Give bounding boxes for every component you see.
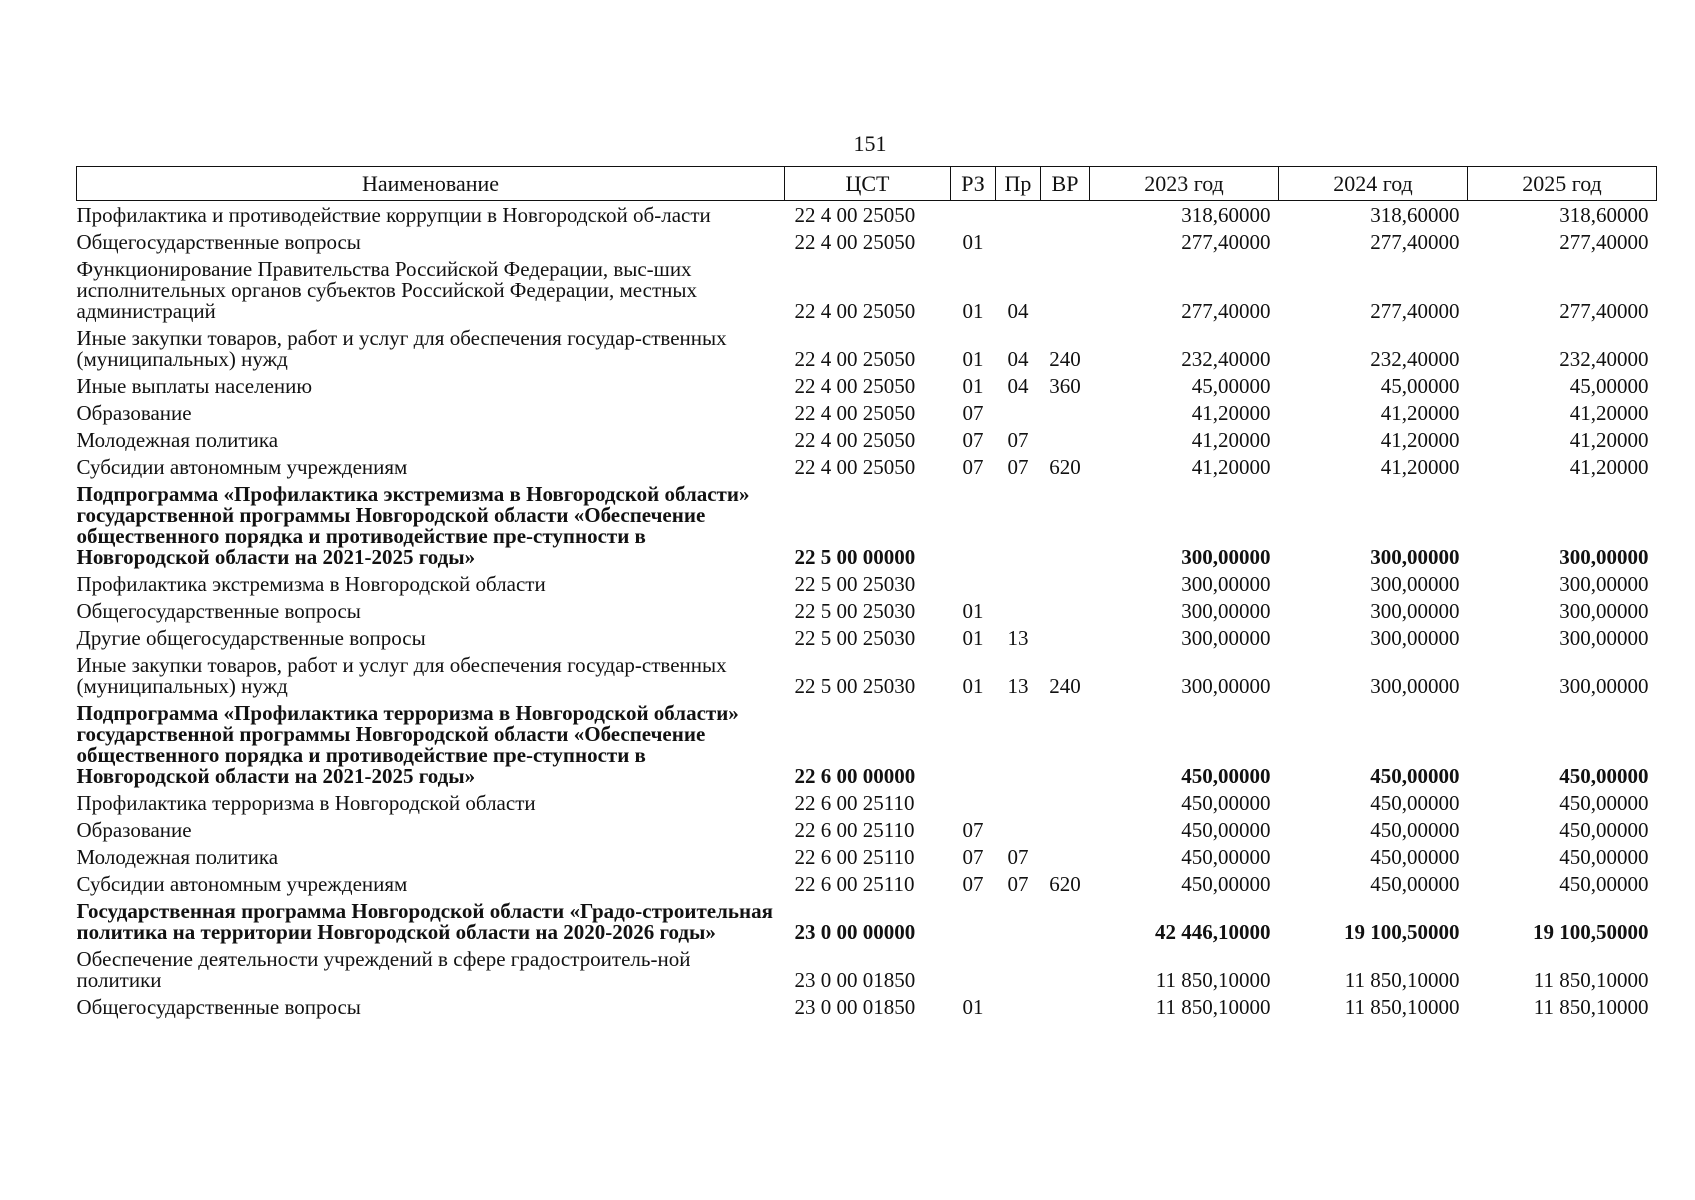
- row-cst: 22 5 00 25030: [794, 599, 916, 623]
- row-name: Профилактика экстремизма в Новгородской области: [76, 572, 546, 596]
- header-vr: ВР: [1041, 167, 1090, 201]
- row-vr: [1041, 426, 1090, 453]
- row-name: Подпрограмма «Профилактика терроризма в Новгородской области» государственной программы Новгородской области «Обеспечение общественного порядка и противодействие пре-ступности в Новгородской области на 2021-2025 годы»: [76, 701, 739, 788]
- row-name: Иные выплаты населению: [76, 374, 313, 398]
- row-name: Образование: [76, 401, 192, 425]
- row-name: Обеспечение деятельности учреждений в сфере градостроитель-ной политики: [76, 947, 691, 992]
- row-name: Молодежная политика: [76, 845, 279, 869]
- row-cst: 22 5 00 00000: [794, 545, 916, 569]
- table-row: [77, 324, 1657, 372]
- row-2025: 318,60000: [1559, 203, 1649, 227]
- row-2023: 11 850,10000: [1155, 968, 1271, 992]
- table-row: [77, 624, 1657, 651]
- row-name: Другие общегосударственные вопросы: [76, 626, 426, 650]
- row-2024: 300,00000: [1370, 572, 1460, 596]
- row-rz: [951, 480, 996, 570]
- row-2024: 300,00000: [1370, 626, 1460, 650]
- table-row: [77, 426, 1657, 453]
- row-2025: 300,00000: [1559, 572, 1649, 596]
- row-rz: 01: [962, 674, 984, 698]
- row-pr: [996, 228, 1041, 255]
- row-pr: 04: [1007, 374, 1029, 398]
- row-vr: [1041, 228, 1090, 255]
- table-row: [77, 699, 1657, 789]
- table-row: [77, 597, 1657, 624]
- row-2023: 42 446,10000: [1155, 920, 1271, 944]
- row-2025: 11 850,10000: [1533, 995, 1649, 1019]
- row-name: Образование: [76, 818, 192, 842]
- row-2024: 41,20000: [1380, 455, 1460, 479]
- row-name: Субсидии автономным учреждениям: [76, 455, 408, 479]
- table-row: [77, 399, 1657, 426]
- row-vr: [1041, 624, 1090, 651]
- row-vr: [1041, 816, 1090, 843]
- row-rz: 07: [962, 845, 984, 869]
- row-name: Иные закупки товаров, работ и услуг для обеспечения государ-ственных (муниципальных) нужд: [76, 653, 727, 698]
- row-rz: [951, 789, 996, 816]
- row-cst: 22 4 00 25050: [794, 428, 916, 452]
- row-rz: [951, 945, 996, 993]
- row-2024: 450,00000: [1370, 791, 1460, 815]
- row-2025: 300,00000: [1559, 545, 1649, 569]
- row-pr: 07: [1007, 845, 1029, 869]
- row-2023: 450,00000: [1181, 845, 1271, 869]
- table-row: [77, 993, 1657, 1020]
- row-2024: 19 100,50000: [1344, 920, 1460, 944]
- row-2023: 450,00000: [1181, 872, 1271, 896]
- row-pr: 07: [1007, 455, 1029, 479]
- row-pr: [996, 993, 1041, 1020]
- header-pr: Пр: [996, 167, 1041, 201]
- row-vr: 240: [1049, 347, 1081, 371]
- row-pr: 13: [1007, 626, 1029, 650]
- row-pr: [996, 597, 1041, 624]
- row-vr: [1041, 945, 1090, 993]
- row-2024: 450,00000: [1370, 764, 1460, 788]
- row-pr: [996, 570, 1041, 597]
- row-2023: 232,40000: [1181, 347, 1271, 371]
- row-2025: 450,00000: [1559, 872, 1649, 896]
- row-vr: [1041, 570, 1090, 597]
- page-number: 151: [853, 131, 887, 156]
- row-rz: 01: [962, 347, 984, 371]
- row-rz: 07: [962, 401, 984, 425]
- row-2025: 300,00000: [1559, 674, 1649, 698]
- row-cst: 22 6 00 00000: [794, 764, 916, 788]
- row-rz: [951, 897, 996, 945]
- row-2025: 41,20000: [1569, 401, 1649, 425]
- row-vr: [1041, 993, 1090, 1020]
- row-2024: 41,20000: [1380, 428, 1460, 452]
- row-rz: 07: [962, 872, 984, 896]
- row-2023: 41,20000: [1191, 455, 1271, 479]
- row-cst: 22 4 00 25050: [794, 203, 916, 227]
- row-rz: [951, 201, 996, 229]
- row-cst: 23 0 00 00000: [794, 920, 916, 944]
- row-2023: 277,40000: [1181, 230, 1271, 254]
- row-pr: [996, 945, 1041, 993]
- row-2024: 45,00000: [1380, 374, 1460, 398]
- row-cst: 22 6 00 25110: [794, 872, 915, 896]
- row-2025: 11 850,10000: [1533, 968, 1649, 992]
- row-2023: 300,00000: [1181, 545, 1271, 569]
- row-cst: 22 5 00 25030: [794, 674, 916, 698]
- header-row: [77, 167, 1657, 201]
- row-cst: 22 6 00 25110: [794, 791, 915, 815]
- table-row: [77, 789, 1657, 816]
- table-body: [77, 201, 1657, 1021]
- table-row: [77, 897, 1657, 945]
- row-2024: 450,00000: [1370, 872, 1460, 896]
- row-2025: 41,20000: [1569, 428, 1649, 452]
- row-2023: 300,00000: [1181, 572, 1271, 596]
- row-2025: 45,00000: [1569, 374, 1649, 398]
- table-row: [77, 372, 1657, 399]
- header-cst: ЦСТ: [785, 167, 951, 201]
- row-pr: [996, 816, 1041, 843]
- row-pr: [996, 789, 1041, 816]
- table-row: [77, 870, 1657, 897]
- row-pr: 04: [1007, 347, 1029, 371]
- table-row: [77, 651, 1657, 699]
- row-2023: 300,00000: [1181, 599, 1271, 623]
- row-cst: 23 0 00 01850: [794, 968, 916, 992]
- table-row: [77, 480, 1657, 570]
- row-2023: 45,00000: [1191, 374, 1271, 398]
- row-pr: 07: [1007, 428, 1029, 452]
- row-2024: 300,00000: [1370, 599, 1460, 623]
- row-pr: [996, 201, 1041, 229]
- row-pr: 04: [1007, 299, 1029, 323]
- row-2025: 277,40000: [1559, 230, 1649, 254]
- row-2024: 11 850,10000: [1344, 995, 1460, 1019]
- row-cst: 22 4 00 25050: [794, 299, 916, 323]
- table-row: [77, 228, 1657, 255]
- row-rz: 01: [962, 995, 984, 1019]
- row-rz: 01: [962, 374, 984, 398]
- row-2025: 450,00000: [1559, 818, 1649, 842]
- row-rz: [951, 699, 996, 789]
- table-row: [77, 453, 1657, 480]
- row-2024: 450,00000: [1370, 845, 1460, 869]
- row-2024: 232,40000: [1370, 347, 1460, 371]
- row-2025: 300,00000: [1559, 599, 1649, 623]
- row-name: Профилактика и противодействие коррупции в Новгородской об-ласти: [76, 203, 711, 227]
- row-vr: [1041, 699, 1090, 789]
- row-vr: [1041, 897, 1090, 945]
- table-header: [77, 167, 1657, 201]
- row-2023: 41,20000: [1191, 401, 1271, 425]
- row-2025: 232,40000: [1559, 347, 1649, 371]
- row-pr: [996, 399, 1041, 426]
- row-2024: 300,00000: [1370, 545, 1460, 569]
- row-vr: [1041, 480, 1090, 570]
- row-name: Общегосударственные вопросы: [76, 599, 361, 623]
- row-2025: 450,00000: [1559, 791, 1649, 815]
- row-cst: 22 4 00 25050: [794, 347, 916, 371]
- row-2024: 450,00000: [1370, 818, 1460, 842]
- row-rz: 07: [962, 818, 984, 842]
- row-vr: 240: [1049, 674, 1081, 698]
- row-pr: [996, 480, 1041, 570]
- row-pr: [996, 699, 1041, 789]
- row-cst: 22 5 00 25030: [794, 626, 916, 650]
- row-vr: [1041, 255, 1090, 324]
- row-rz: 01: [962, 626, 984, 650]
- table-row: [77, 201, 1657, 229]
- row-2023: 318,60000: [1181, 203, 1271, 227]
- row-vr: [1041, 399, 1090, 426]
- table-row: [77, 816, 1657, 843]
- row-vr: 620: [1049, 455, 1081, 479]
- row-name: Общегосударственные вопросы: [76, 995, 361, 1019]
- row-rz: [951, 570, 996, 597]
- row-2024: 41,20000: [1380, 401, 1460, 425]
- table-row: [77, 255, 1657, 324]
- row-2025: 450,00000: [1559, 845, 1649, 869]
- row-2025: 41,20000: [1569, 455, 1649, 479]
- row-2024: 277,40000: [1370, 230, 1460, 254]
- row-pr: 13: [1007, 674, 1029, 698]
- row-2023: 41,20000: [1191, 428, 1271, 452]
- row-name: Общегосударственные вопросы: [76, 230, 361, 254]
- row-cst: 22 6 00 25110: [794, 845, 915, 869]
- row-name: Молодежная политика: [76, 428, 279, 452]
- row-cst: 22 5 00 25030: [794, 572, 916, 596]
- row-vr: [1041, 597, 1090, 624]
- row-2024: 11 850,10000: [1344, 968, 1460, 992]
- row-cst: 22 6 00 25110: [794, 818, 915, 842]
- header-2024: 2024 год: [1279, 167, 1468, 201]
- table-row: [77, 570, 1657, 597]
- table-row: [77, 945, 1657, 993]
- row-2025: 450,00000: [1559, 764, 1649, 788]
- row-2023: 300,00000: [1181, 626, 1271, 650]
- row-vr: 360: [1049, 374, 1081, 398]
- row-pr: 07: [1007, 872, 1029, 896]
- row-2023: 11 850,10000: [1155, 995, 1271, 1019]
- row-rz: 01: [962, 599, 984, 623]
- row-rz: 01: [962, 230, 984, 254]
- budget-table: [76, 166, 1657, 1020]
- row-2024: 300,00000: [1370, 674, 1460, 698]
- row-2024: 277,40000: [1370, 299, 1460, 323]
- row-vr: 620: [1049, 872, 1081, 896]
- header-2025: 2025 год: [1468, 167, 1657, 201]
- row-2023: 450,00000: [1181, 764, 1271, 788]
- row-name: Профилактика терроризма в Новгородской области: [76, 791, 536, 815]
- row-2025: 19 100,50000: [1533, 920, 1649, 944]
- row-cst: 22 4 00 25050: [794, 374, 916, 398]
- row-vr: [1041, 789, 1090, 816]
- row-2023: 300,00000: [1181, 674, 1271, 698]
- row-2023: 277,40000: [1181, 299, 1271, 323]
- row-cst: 22 4 00 25050: [794, 401, 916, 425]
- row-name: Функционирование Правительства Российской Федерации, выс-ших исполнительных органов субъектов Российской Федерации, местных администраций: [76, 257, 697, 323]
- row-2024: 318,60000: [1370, 203, 1460, 227]
- row-2023: 450,00000: [1181, 791, 1271, 815]
- row-cst: 23 0 00 01850: [794, 995, 916, 1019]
- table-row: [77, 843, 1657, 870]
- row-2025: 277,40000: [1559, 299, 1649, 323]
- row-cst: 22 4 00 25050: [794, 455, 916, 479]
- row-vr: [1041, 201, 1090, 229]
- row-rz: 07: [962, 455, 984, 479]
- header-2023: 2023 год: [1090, 167, 1279, 201]
- row-vr: [1041, 843, 1090, 870]
- row-2025: 300,00000: [1559, 626, 1649, 650]
- row-name: Иные закупки товаров, работ и услуг для обеспечения государ-ственных (муниципальных) нужд: [76, 326, 727, 371]
- row-2023: 450,00000: [1181, 818, 1271, 842]
- header-rz: РЗ: [951, 167, 996, 201]
- row-name: Государственная программа Новгородской области «Градо-строительная политика на территории Новгородской области на 2020-2026 годы»: [76, 899, 773, 944]
- row-rz: 01: [962, 299, 984, 323]
- row-name: Подпрограмма «Профилактика экстремизма в Новгородской области» государственной программы Новгородской области «Обеспечение общественного порядка и противодействие пре-ступности в Новгородской области на 2021-2025 годы»: [76, 482, 750, 569]
- row-rz: 07: [962, 428, 984, 452]
- header-name: Наименование: [77, 167, 785, 201]
- row-pr: [996, 897, 1041, 945]
- row-name: Субсидии автономным учреждениям: [76, 872, 408, 896]
- row-cst: 22 4 00 25050: [794, 230, 916, 254]
